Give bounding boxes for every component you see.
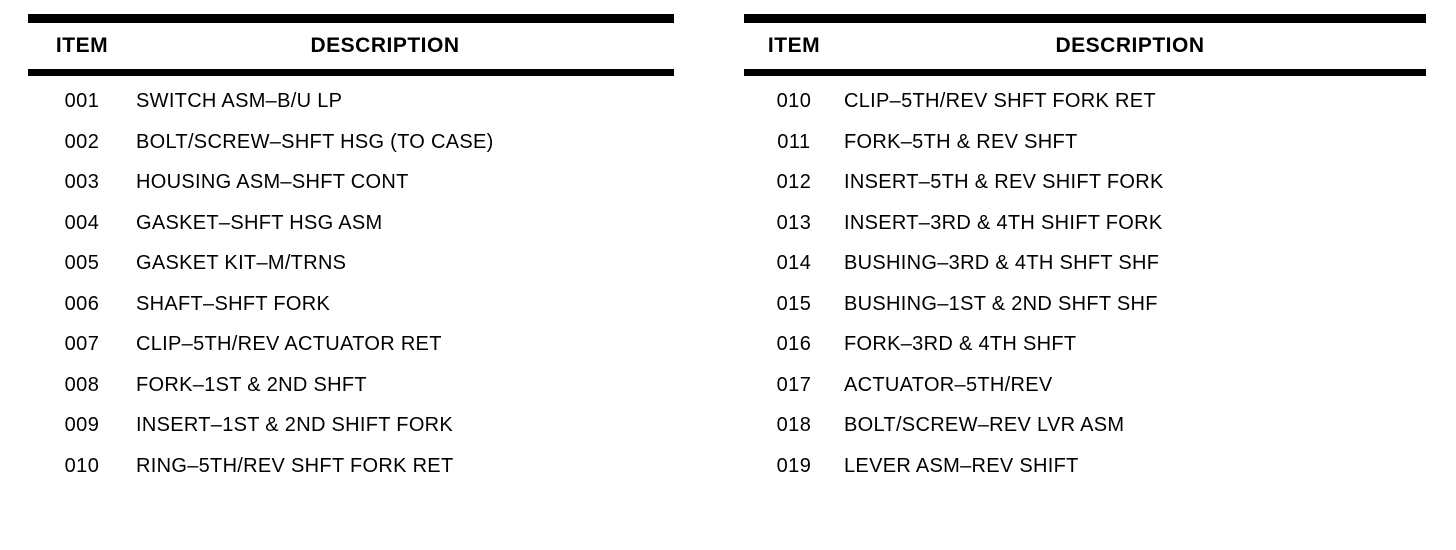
table-row bbox=[28, 293, 674, 334]
table-body bbox=[28, 76, 674, 495]
column-header-description: DESCRIPTION bbox=[1055, 34, 1205, 57]
table-row bbox=[744, 252, 1426, 293]
cell-item: 001 bbox=[64, 90, 100, 112]
cell-item: 006 bbox=[64, 292, 100, 315]
table-row bbox=[28, 171, 674, 212]
table-header-row bbox=[28, 23, 674, 69]
cell-description: GASKET KIT–M/TRNS bbox=[136, 252, 347, 274]
cell-description: FORK–1ST & 2ND SHFT bbox=[136, 373, 367, 396]
table-header-rule bbox=[28, 69, 674, 76]
table-row bbox=[744, 374, 1426, 415]
table-row bbox=[28, 374, 674, 415]
cell-item: 010 bbox=[776, 90, 812, 112]
cell-description: SHAFT–SHFT FORK bbox=[136, 292, 331, 315]
cell-item: 009 bbox=[64, 414, 100, 436]
table-row bbox=[28, 90, 674, 131]
cell-description: CLIP–5TH/REV SHFT FORK RET bbox=[844, 90, 1156, 112]
column-header-item: ITEM bbox=[767, 34, 821, 57]
table-row bbox=[744, 90, 1426, 131]
cell-description: ACTUATOR–5TH/REV bbox=[844, 373, 1053, 396]
cell-item: 015 bbox=[776, 292, 812, 315]
table-row bbox=[744, 171, 1426, 212]
cell-item: 013 bbox=[776, 211, 812, 234]
cell-item: 002 bbox=[64, 130, 100, 153]
left-parts-table bbox=[0, 14, 700, 550]
cell-item: 008 bbox=[64, 373, 100, 396]
cell-item: 014 bbox=[776, 252, 812, 274]
cell-description: INSERT–5TH & REV SHIFT FORK bbox=[844, 171, 1164, 193]
cell-description: LEVER ASM–REV SHIFT bbox=[844, 454, 1079, 477]
cell-item: 003 bbox=[64, 171, 100, 193]
right-parts-table bbox=[700, 14, 1456, 550]
table-row bbox=[28, 414, 674, 455]
column-header-item: ITEM bbox=[55, 34, 109, 57]
table-header-row bbox=[744, 23, 1426, 69]
table-row bbox=[744, 333, 1426, 374]
table-top-rule bbox=[744, 14, 1426, 23]
cell-description: HOUSING ASM–SHFT CONT bbox=[136, 171, 409, 193]
cell-description: BOLT/SCREW–REV LVR ASM bbox=[844, 414, 1125, 436]
table-row bbox=[28, 252, 674, 293]
cell-item: 007 bbox=[64, 333, 100, 355]
cell-item: 017 bbox=[776, 373, 812, 396]
table-row bbox=[28, 455, 674, 496]
table-row bbox=[28, 131, 674, 172]
table-row bbox=[28, 212, 674, 253]
table-top-rule bbox=[28, 14, 674, 23]
cell-description: FORK–5TH & REV SHFT bbox=[844, 130, 1078, 153]
cell-item: 018 bbox=[776, 414, 812, 436]
cell-item: 011 bbox=[777, 130, 811, 153]
table-row bbox=[744, 414, 1426, 455]
cell-description: CLIP–5TH/REV ACTUATOR RET bbox=[136, 333, 442, 355]
cell-description: INSERT–1ST & 2ND SHIFT FORK bbox=[136, 414, 454, 436]
table-row bbox=[744, 212, 1426, 253]
cell-description: BUSHING–3RD & 4TH SHFT SHF bbox=[844, 252, 1160, 274]
cell-item: 005 bbox=[64, 252, 100, 274]
cell-item: 010 bbox=[64, 454, 100, 477]
cell-item: 019 bbox=[776, 454, 812, 477]
cell-description: FORK–3RD & 4TH SHFT bbox=[844, 333, 1077, 355]
cell-item: 012 bbox=[776, 171, 812, 193]
table-body bbox=[744, 76, 1426, 495]
table-row bbox=[28, 333, 674, 374]
cell-description: RING–5TH/REV SHFT FORK RET bbox=[136, 454, 454, 477]
column-header-description: DESCRIPTION bbox=[310, 34, 460, 57]
cell-description: INSERT–3RD & 4TH SHIFT FORK bbox=[844, 211, 1163, 234]
table-row bbox=[744, 131, 1426, 172]
table-row bbox=[744, 293, 1426, 334]
table-row bbox=[744, 455, 1426, 496]
cell-item: 016 bbox=[776, 333, 812, 355]
cell-description: BUSHING–1ST & 2ND SHFT SHF bbox=[844, 292, 1158, 315]
cell-description: SWITCH ASM–B/U LP bbox=[136, 90, 343, 112]
cell-description: GASKET–SHFT HSG ASM bbox=[136, 211, 383, 234]
table-header-rule bbox=[744, 69, 1426, 76]
cell-description: BOLT/SCREW–SHFT HSG (TO CASE) bbox=[136, 130, 494, 153]
cell-item: 004 bbox=[64, 211, 100, 234]
